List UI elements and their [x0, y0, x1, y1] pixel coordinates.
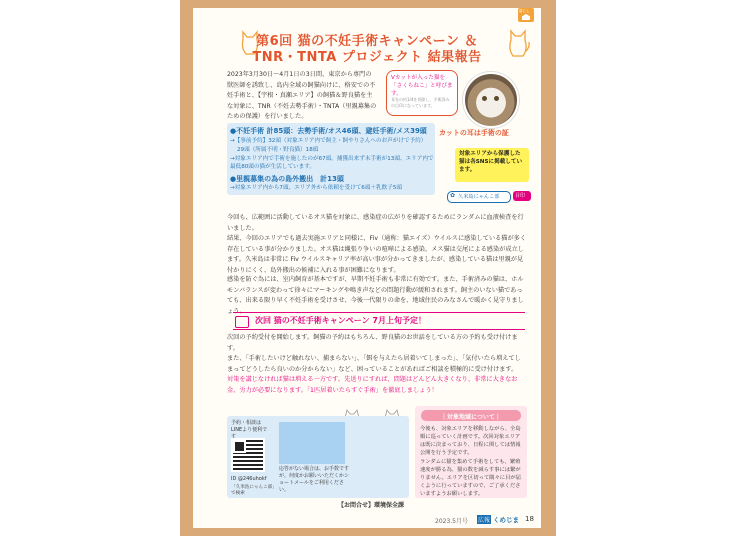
mark-tag-label: 目印 [515, 193, 526, 199]
stats-line-reserved: →【事前予約】32頭（対象エリア内で飼主・飼やりさんへのお声がけで予約） [230, 138, 427, 144]
page-title-line1: 第6回 猫の不妊手術キャンペーン ＆ [256, 34, 478, 49]
redacted-phone-block [279, 422, 345, 464]
document-page [193, 8, 541, 528]
kume-nyanko-label: 久米島にゃんこ部 [458, 194, 500, 200]
sns-notice-box [455, 148, 529, 182]
body-paragraph-1: 今回も、広範囲に活動しているオス猫を対象に、感染症の広がりを確認するためにランダムに血液検査を行いました。 [227, 214, 524, 232]
cat-eye-right-icon [494, 96, 499, 101]
stats-heading-surgery: ●不妊手術 計85頭：去勢手術/オス46頭、避妊手術/メス39頭 [230, 127, 427, 135]
footer-bar [193, 514, 541, 528]
line-search-text: 「久米島にゃんこ部」で検索 [231, 485, 277, 496]
qr-corner-icon [233, 440, 246, 453]
issue-date: 2023.5月号 [435, 518, 468, 525]
next-paragraph-1: 次回の予約受付を開始します。飼猫の予約はもちろん、野良猫のお世話をしている方の予約も受け付けます。 [227, 334, 518, 352]
body-paragraph-2: 結果、今回のエリアでも過去実施エリアと同様に、Fiv（通称：猫エイズ）ウイルスに感染している猫が多く存在している事が分かりました。オス猫は縄張り争いの喧嘩による感染、メス猫は交尾による感染が成立します。久米島は非常に Fiv ウイルスキャリア率が高い事が分かってきましたが、感染している猫は里親が見付かりにくく、島外搬出の候補に入れる事が困難になります。 [227, 235, 527, 274]
brand-name: くめじま [493, 516, 519, 524]
cat-eye-left-icon [482, 96, 487, 101]
page-number: 18 [525, 515, 534, 523]
stats-line-stray: 29頭（所属不明・野良猫）18頭 [237, 147, 319, 153]
intro-paragraph: 2023年3月30日～4月1日の3日間、東京から専門の獣医師を誘致し、島内全域の飼猫向けに、格安での不妊手術と、【宇根・真瀬エリア】の飼猫＆野良猫を主な対象に、TNR（不妊去勢手術）・TNTA（里親募集のための保護）を行いました。 [227, 71, 377, 120]
target-area-paragraph-1: 今後も、対象エリアを移動しながら、全島順に巡っていく計画です。次回対象エリアは既に決まっており、日程に関しては情報公開を行う予定です。 [420, 426, 521, 456]
stats-line-adoption: →対象エリア内から7頭、エリア外から依頼を受けて6頭＋乳飲子5頭 [230, 185, 402, 191]
reply-text: 応答がない場合は、お手数ですが、何度かお願いいただくかショートメールをご利用ください。 [279, 466, 350, 493]
bubble-text: Vカットが入った猫を「さくらねこ」と呼びます。 [391, 75, 453, 97]
stats-line-area: →対象エリア内で手術を施したのが67頭。捕獲出来ず未手術が13頭、エリア内で最低80頭の猫が生活しています。 [230, 156, 434, 170]
line-label: 予約・相談は LINEより便利です [231, 420, 268, 440]
house-icon [522, 14, 530, 20]
target-area-box [415, 406, 527, 498]
target-area-paragraph-2: ランダムに猫を集めて手術をしても、繁殖速度が勝る為、猫の数を減らす事には繋がりません。エリアを区切って隅々に目が届くように行っていますので、ご了承くださいますようお願いします。 [420, 459, 521, 497]
line-qr-code [233, 440, 263, 470]
section-badge-label: 暮らし [519, 9, 530, 13]
page-title-line2: TNR・TNTA プロジェクト 結果報告 [252, 50, 482, 65]
brand-badge: 広報 [478, 517, 491, 524]
speech-bubble [386, 70, 458, 116]
next-paragraph-warning: 対策を講じなければ猫は増える一方です。先送りにすれば、問題はどんどん大きくなり、非常に大きなお金、労力が必要になります。「1匹居着いたらすぐ手術」を徹底しましょう！ [227, 376, 518, 394]
photo-caption: カットの耳は手術の証 [439, 129, 509, 137]
cat-photo [463, 72, 519, 128]
cat-silhouette-icon-right [505, 28, 531, 58]
mark-tag [513, 191, 531, 201]
paw-icon: ✿ [450, 192, 456, 199]
next-campaign-banner [233, 312, 525, 330]
target-area-heading: ｜対象地域について｜ [441, 414, 501, 421]
stats-heading-adoption: ●里親募集の為の島外搬出 計13頭 [230, 175, 344, 183]
sns-notice-text: 対象エリアから保護した猫は各SNSに掲載しています。 [459, 151, 523, 173]
body-paragraph-3: 感染を防ぐ為には、室内飼育が基本ですが、早期不妊手術も非常に有効です。また、手術済みの猫は、ホルモンバランスが変わって徐々にマーキングや鳴き声などの問題行動が緩和されます。飼主のいない猫であっても、出来る限り早く不妊手術を受けさせ、今後一代限りの命を、地域住民のみなさんで暖かく見守りましょう。 [227, 276, 524, 315]
line-id: ID @246uhokf [231, 476, 267, 482]
section-badge [518, 8, 534, 22]
cat-ear-icon [235, 316, 249, 328]
target-area-heading-bg [421, 410, 521, 421]
inquiry-label: 【お問合せ】環境保全課 [337, 502, 404, 509]
contact-box [227, 416, 409, 498]
bubble-note: 耳先の約1/4を切除し、手術済みの目印になっています。 [391, 97, 450, 108]
next-paragraph-2: また、「手術したいけど触れない、捕まらない」、「餌を与えたら居着いてしまった」、「気付いたら増えてしまってどうしたら良いのか分からない」など、困っていることがあればご相談を積極的に受け付けます。 [227, 355, 521, 373]
stats-box [227, 123, 435, 195]
next-campaign-heading: 次回 猫の不妊手術キャンペーン 7月上旬予定！ [255, 316, 426, 325]
kume-nyanko-tag [447, 191, 511, 203]
